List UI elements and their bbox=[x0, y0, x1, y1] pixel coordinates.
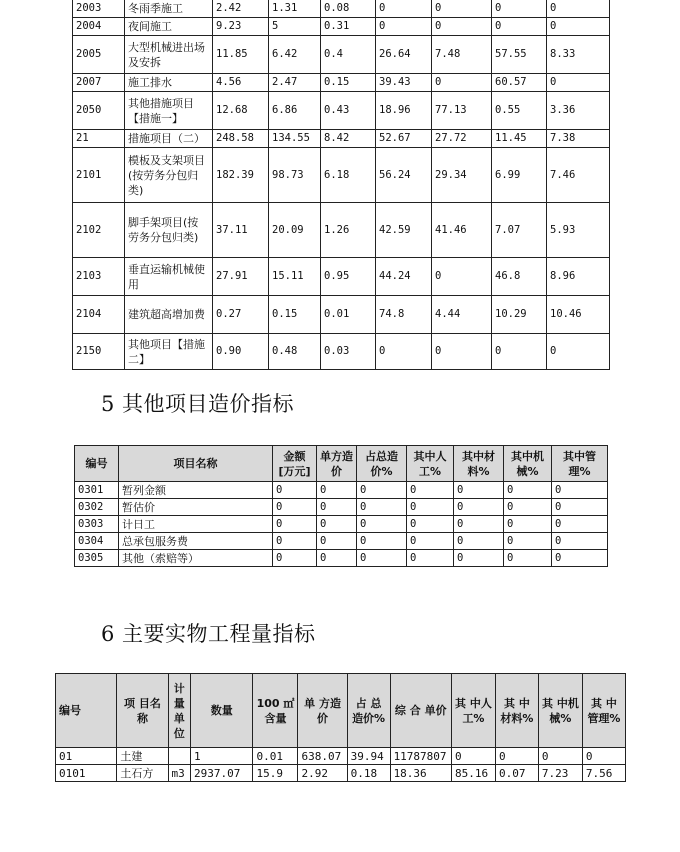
value-cell: 85.16 bbox=[451, 765, 495, 782]
table-row bbox=[73, 296, 610, 334]
value-cell: 7.48 bbox=[432, 36, 492, 74]
value-cell: 0.31 bbox=[321, 18, 376, 36]
value-cell: 1.31 bbox=[269, 0, 321, 18]
value-cell: 0 bbox=[547, 334, 610, 370]
value-cell: 2003 bbox=[73, 0, 125, 18]
value-cell: 0 bbox=[504, 499, 552, 516]
value-cell: 6.18 bbox=[321, 148, 376, 203]
value-cell: 20.09 bbox=[269, 203, 321, 258]
value-cell: 0 bbox=[432, 258, 492, 296]
value-cell: 0.01 bbox=[253, 748, 298, 765]
value-cell: 0 bbox=[432, 74, 492, 92]
value-cell: 0301 bbox=[75, 482, 119, 499]
value-cell: 4.56 bbox=[213, 74, 269, 92]
value-cell: 0 bbox=[407, 533, 454, 550]
value-cell: 26.64 bbox=[376, 36, 432, 74]
value-cell: 0 bbox=[407, 499, 454, 516]
value-cell: 15.9 bbox=[253, 765, 298, 782]
value-cell: 0.55 bbox=[492, 92, 547, 130]
other-items-table bbox=[74, 445, 608, 567]
column-header: 其 中机械% bbox=[538, 674, 582, 748]
value-cell: 0 bbox=[538, 748, 582, 765]
column-header: 计量单位 bbox=[168, 674, 191, 748]
value-cell: 0 bbox=[492, 0, 547, 18]
value-cell: 0304 bbox=[75, 533, 119, 550]
value-cell: m3 bbox=[168, 765, 191, 782]
value-cell: 0 bbox=[454, 550, 504, 567]
item-name-cell: 夜间施工 bbox=[125, 18, 213, 36]
value-cell: 0 bbox=[317, 499, 357, 516]
value-cell: 0 bbox=[273, 516, 317, 533]
table-row bbox=[73, 148, 610, 203]
table-row bbox=[75, 516, 608, 533]
item-name-cell: 计日工 bbox=[119, 516, 273, 533]
column-header: 其中材料% bbox=[454, 446, 504, 482]
column-header: 其中机械% bbox=[504, 446, 552, 482]
value-cell: 77.13 bbox=[432, 92, 492, 130]
value-cell: 0.07 bbox=[495, 765, 538, 782]
value-cell: 0 bbox=[504, 550, 552, 567]
value-cell: 2005 bbox=[73, 36, 125, 74]
value-cell: 0 bbox=[547, 18, 610, 36]
value-cell: 7.38 bbox=[547, 130, 610, 148]
other-items-header-row bbox=[75, 446, 608, 482]
column-header: 项目名称 bbox=[119, 446, 273, 482]
item-name-cell: 其他（索赔等） bbox=[119, 550, 273, 567]
item-name-cell: 冬雨季施工 bbox=[125, 0, 213, 18]
value-cell: 9.23 bbox=[213, 18, 269, 36]
value-cell: 21 bbox=[73, 130, 125, 148]
value-cell: 15.11 bbox=[269, 258, 321, 296]
value-cell: 0.03 bbox=[321, 334, 376, 370]
value-cell: 2.47 bbox=[269, 74, 321, 92]
item-name-cell: 土石方 bbox=[117, 765, 168, 782]
column-header: 编号 bbox=[56, 674, 117, 748]
item-name-cell: 施工排水 bbox=[125, 74, 213, 92]
value-cell: 0 bbox=[357, 482, 407, 499]
value-cell: 27.91 bbox=[213, 258, 269, 296]
item-name-cell: 垂直运输机械使用 bbox=[125, 258, 213, 296]
value-cell: 0 bbox=[495, 748, 538, 765]
value-cell: 0.27 bbox=[213, 296, 269, 334]
value-cell: 0 bbox=[317, 533, 357, 550]
measures-table-body bbox=[73, 0, 610, 370]
value-cell: 0 bbox=[432, 0, 492, 18]
other-items-table-body bbox=[75, 482, 608, 567]
value-cell: 46.8 bbox=[492, 258, 547, 296]
quantity-table-body bbox=[56, 748, 626, 782]
section-5-title: 5 其他项目造价指标 bbox=[101, 392, 295, 416]
value-cell: 2.92 bbox=[298, 765, 347, 782]
column-header: 占 总造价% bbox=[347, 674, 390, 748]
value-cell: 0 bbox=[376, 18, 432, 36]
value-cell: 60.57 bbox=[492, 74, 547, 92]
value-cell: 0 bbox=[547, 74, 610, 92]
value-cell: 0.48 bbox=[269, 334, 321, 370]
value-cell: 0 bbox=[547, 0, 610, 18]
value-cell: 0 bbox=[407, 482, 454, 499]
value-cell: 0 bbox=[454, 516, 504, 533]
value-cell: 0 bbox=[273, 499, 317, 516]
column-header: 项 目名称 bbox=[117, 674, 168, 748]
value-cell: 8.42 bbox=[321, 130, 376, 148]
value-cell: 0 bbox=[492, 18, 547, 36]
value-cell: 7.23 bbox=[538, 765, 582, 782]
value-cell: 56.24 bbox=[376, 148, 432, 203]
column-header: 金额[万元] bbox=[273, 446, 317, 482]
item-name-cell: 措施项目（二） bbox=[125, 130, 213, 148]
table-row bbox=[73, 258, 610, 296]
measures-table bbox=[72, 0, 610, 370]
column-header: 其 中人工% bbox=[451, 674, 495, 748]
value-cell: 0 bbox=[552, 516, 608, 533]
value-cell: 8.33 bbox=[547, 36, 610, 74]
column-header: 单 方造价 bbox=[298, 674, 347, 748]
value-cell: 0 bbox=[432, 334, 492, 370]
value-cell: 44.24 bbox=[376, 258, 432, 296]
value-cell: 0 bbox=[552, 550, 608, 567]
value-cell: 1 bbox=[191, 748, 253, 765]
value-cell: 0303 bbox=[75, 516, 119, 533]
value-cell: 2007 bbox=[73, 74, 125, 92]
value-cell: 0 bbox=[407, 550, 454, 567]
value-cell: 0 bbox=[582, 748, 625, 765]
value-cell: 0 bbox=[273, 533, 317, 550]
table-row bbox=[75, 550, 608, 567]
column-header: 数量 bbox=[191, 674, 253, 748]
value-cell: 2150 bbox=[73, 334, 125, 370]
value-cell: 0 bbox=[552, 482, 608, 499]
value-cell: 10.29 bbox=[492, 296, 547, 334]
column-header: 编号 bbox=[75, 446, 119, 482]
value-cell: 0 bbox=[357, 533, 407, 550]
value-cell: 248.58 bbox=[213, 130, 269, 148]
value-cell: 0305 bbox=[75, 550, 119, 567]
value-cell: 638.07 bbox=[298, 748, 347, 765]
value-cell: 98.73 bbox=[269, 148, 321, 203]
value-cell: 52.67 bbox=[376, 130, 432, 148]
value-cell: 182.39 bbox=[213, 148, 269, 203]
value-cell: 37.11 bbox=[213, 203, 269, 258]
quantity-table bbox=[55, 673, 626, 782]
column-header: 其中人工% bbox=[407, 446, 454, 482]
value-cell: 41.46 bbox=[432, 203, 492, 258]
value-cell: 0 bbox=[317, 550, 357, 567]
value-cell: 2102 bbox=[73, 203, 125, 258]
value-cell: 0 bbox=[357, 550, 407, 567]
value-cell: 10.46 bbox=[547, 296, 610, 334]
table-row bbox=[56, 748, 626, 765]
table-row bbox=[73, 74, 610, 92]
value-cell: 6.99 bbox=[492, 148, 547, 203]
table-row bbox=[75, 533, 608, 550]
value-cell: 7.07 bbox=[492, 203, 547, 258]
column-header: 100 ㎡含量 bbox=[253, 674, 298, 748]
value-cell: 0 bbox=[317, 516, 357, 533]
table-row bbox=[73, 18, 610, 36]
value-cell: 57.55 bbox=[492, 36, 547, 74]
value-cell: 0 bbox=[454, 533, 504, 550]
value-cell: 0.18 bbox=[347, 765, 390, 782]
value-cell: 11.45 bbox=[492, 130, 547, 148]
value-cell: 0.4 bbox=[321, 36, 376, 74]
value-cell: 0.43 bbox=[321, 92, 376, 130]
item-name-cell: 模板及支架项目(按劳务分包归类) bbox=[125, 148, 213, 203]
value-cell: 2937.07 bbox=[191, 765, 253, 782]
value-cell: 1.26 bbox=[321, 203, 376, 258]
table-row bbox=[73, 334, 610, 370]
item-name-cell: 土建 bbox=[117, 748, 168, 765]
table-row bbox=[73, 36, 610, 74]
value-cell: 0 bbox=[357, 516, 407, 533]
value-cell: 0 bbox=[454, 499, 504, 516]
item-name-cell: 暂估价 bbox=[119, 499, 273, 516]
item-name-cell: 其他项目【措施二】 bbox=[125, 334, 213, 370]
value-cell: 42.59 bbox=[376, 203, 432, 258]
value-cell: 11787807 bbox=[390, 748, 451, 765]
value-cell: 8.96 bbox=[547, 258, 610, 296]
value-cell: 0 bbox=[504, 482, 552, 499]
value-cell: 74.8 bbox=[376, 296, 432, 334]
value-cell bbox=[168, 748, 191, 765]
value-cell: 01 bbox=[56, 748, 117, 765]
value-cell: 0 bbox=[504, 516, 552, 533]
value-cell: 6.86 bbox=[269, 92, 321, 130]
value-cell: 0.90 bbox=[213, 334, 269, 370]
value-cell: 27.72 bbox=[432, 130, 492, 148]
value-cell: 18.96 bbox=[376, 92, 432, 130]
item-name-cell: 其他措施项目【措施一】 bbox=[125, 92, 213, 130]
quantity-header-row bbox=[56, 674, 626, 748]
value-cell: 2104 bbox=[73, 296, 125, 334]
column-header: 占总造价% bbox=[357, 446, 407, 482]
value-cell: 2.42 bbox=[213, 0, 269, 18]
value-cell: 0 bbox=[317, 482, 357, 499]
value-cell: 0 bbox=[273, 550, 317, 567]
table-row bbox=[73, 0, 610, 18]
value-cell: 18.36 bbox=[390, 765, 451, 782]
value-cell: 39.94 bbox=[347, 748, 390, 765]
item-name-cell: 暂列金额 bbox=[119, 482, 273, 499]
value-cell: 0.08 bbox=[321, 0, 376, 18]
value-cell: 0302 bbox=[75, 499, 119, 516]
value-cell: 134.55 bbox=[269, 130, 321, 148]
value-cell: 12.68 bbox=[213, 92, 269, 130]
value-cell: 0.15 bbox=[269, 296, 321, 334]
section-6-title: 6 主要实物工程量指标 bbox=[101, 622, 316, 646]
item-name-cell: 大型机械进出场及安拆 bbox=[125, 36, 213, 74]
table-row bbox=[75, 499, 608, 516]
column-header: 综 合 单价 bbox=[390, 674, 451, 748]
item-name-cell: 建筑超高增加费 bbox=[125, 296, 213, 334]
column-header: 单方造价 bbox=[317, 446, 357, 482]
value-cell: 0 bbox=[357, 499, 407, 516]
value-cell: 2050 bbox=[73, 92, 125, 130]
item-name-cell: 总承包服务费 bbox=[119, 533, 273, 550]
value-cell: 0 bbox=[454, 482, 504, 499]
value-cell: 11.85 bbox=[213, 36, 269, 74]
value-cell: 0.95 bbox=[321, 258, 376, 296]
value-cell: 0 bbox=[376, 0, 432, 18]
value-cell: 2004 bbox=[73, 18, 125, 36]
value-cell: 0.15 bbox=[321, 74, 376, 92]
value-cell: 29.34 bbox=[432, 148, 492, 203]
value-cell: 0 bbox=[273, 482, 317, 499]
value-cell: 0.01 bbox=[321, 296, 376, 334]
value-cell: 2101 bbox=[73, 148, 125, 203]
value-cell: 0 bbox=[451, 748, 495, 765]
table-row bbox=[73, 203, 610, 258]
value-cell: 0 bbox=[504, 533, 552, 550]
value-cell: 0 bbox=[407, 516, 454, 533]
value-cell: 5.93 bbox=[547, 203, 610, 258]
value-cell: 0 bbox=[552, 533, 608, 550]
column-header: 其中管理% bbox=[552, 446, 608, 482]
table-row bbox=[73, 130, 610, 148]
value-cell: 6.42 bbox=[269, 36, 321, 74]
value-cell: 7.46 bbox=[547, 148, 610, 203]
table-row bbox=[73, 92, 610, 130]
value-cell: 0 bbox=[552, 499, 608, 516]
value-cell: 0 bbox=[492, 334, 547, 370]
value-cell: 5 bbox=[269, 18, 321, 36]
value-cell: 7.56 bbox=[582, 765, 625, 782]
value-cell: 0 bbox=[376, 334, 432, 370]
value-cell: 0101 bbox=[56, 765, 117, 782]
value-cell: 2103 bbox=[73, 258, 125, 296]
table-row bbox=[56, 765, 626, 782]
value-cell: 39.43 bbox=[376, 74, 432, 92]
value-cell: 4.44 bbox=[432, 296, 492, 334]
column-header: 其 中材料% bbox=[495, 674, 538, 748]
table-row bbox=[75, 482, 608, 499]
value-cell: 0 bbox=[432, 18, 492, 36]
column-header: 其 中管理% bbox=[582, 674, 625, 748]
value-cell: 3.36 bbox=[547, 92, 610, 130]
item-name-cell: 脚手架项目(按劳务分包归类) bbox=[125, 203, 213, 258]
